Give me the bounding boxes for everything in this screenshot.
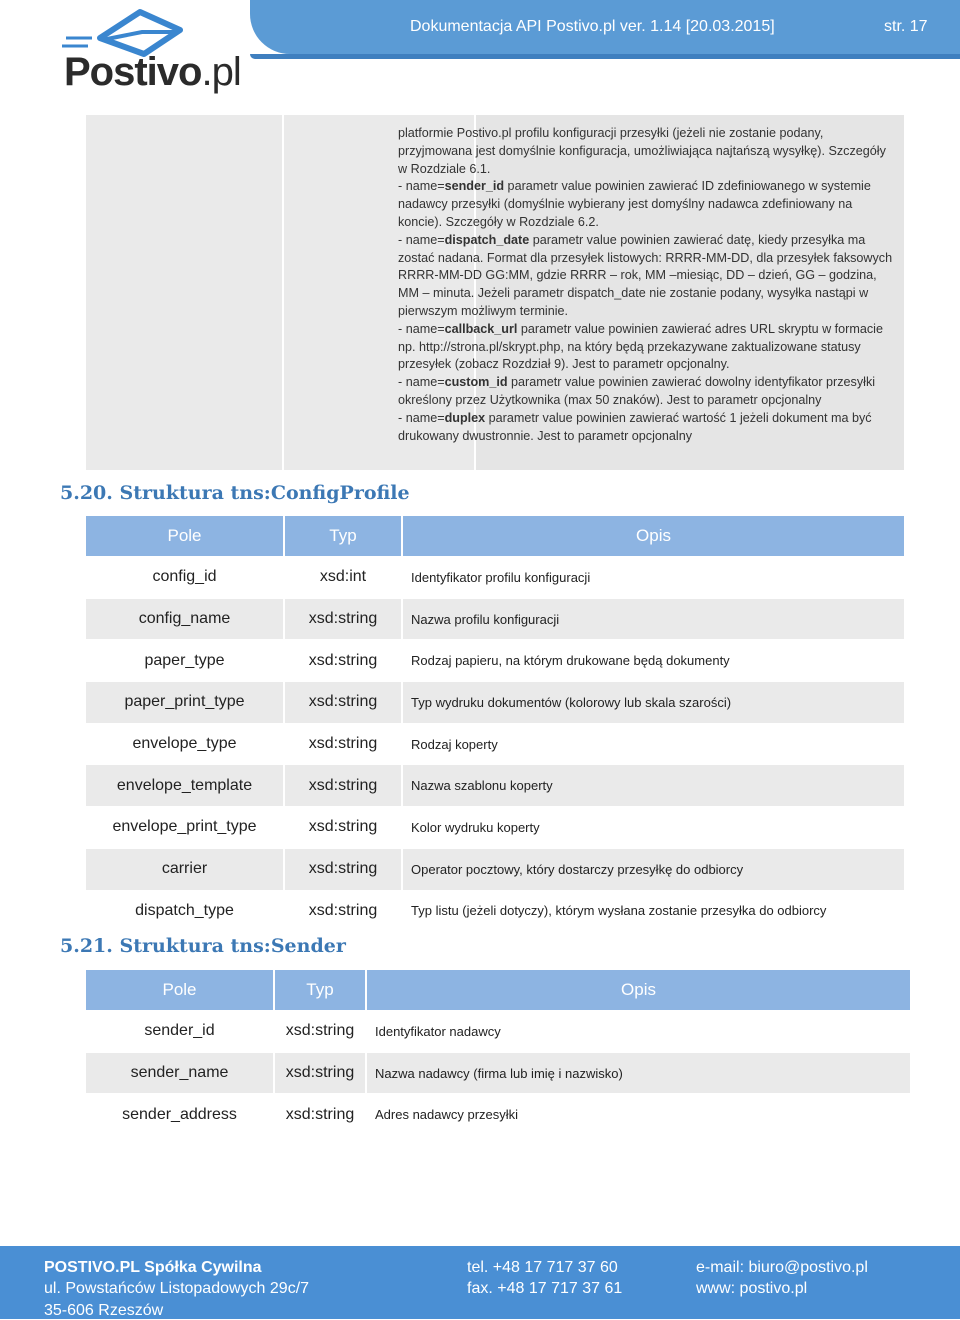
type-cell: xsd:string [284,723,402,765]
brand-suffix: .pl [201,50,241,94]
column-header-field: Pole [86,970,274,1011]
column-header-type: Typ [284,516,402,557]
field-cell: paper_type [86,640,284,682]
section-heading-sender: 5.21. Struktura tns:Sender [60,935,346,957]
description-line: - name=dispatch_date parametr value powinien zawierać datę, kiedy przesyłka ma zostać nadana. Format dla przesyłek listowych: RRRR-MM-DD, dla przesyłek faksowych RRRR-MM-DD GG:MM, gdzie RRRR – rok, MM –miesiąc, DD – dzień, GG – godzina, MM – minuta. Jeżeli parametr dispatch_date nie zostanie podany, wysyłka nastąpi w pierwszym możliwym terminie. [398,232,893,318]
description-cell: Kolor wydruku koperty [402,807,904,849]
description-line: - name=duplex parametr value powinien zawierać wartość 1 jeżeli dokument ma być drukowany dwustronnie. Jest to parametr opcjonalny [398,410,872,443]
footer-city: 35-606 Rzeszów [44,1302,164,1319]
table-row [86,807,904,849]
continued-field-cell [86,115,282,470]
footer-email: e-mail: biuro@postivo.pl [696,1259,868,1276]
table-row [86,1094,910,1135]
table-row [86,682,904,724]
configprofile-table [86,516,904,931]
description-cell: Operator pocztowy, który dostarczy przesyłkę do odbiorcy [402,848,904,890]
document-title: Dokumentacja API Postivo.pl ver. 1.14 [20.03.2015] [410,18,775,35]
field-cell: sender_address [86,1094,274,1135]
footer-company: POSTIVO.PL Spółka Cywilna [44,1259,262,1276]
type-cell: xsd:string [284,848,402,890]
type-cell: xsd:int [284,557,402,599]
description-line: - name=callback_url parametr value powinien zawierać adres URL skryptu w formacie np. http://strona.pl/skrypt.php, na który będą przekazywane zaktualizowane statusy przesyłek (zobacz Rozdział 9). Jest to parametr opcjonalny. [398,321,883,372]
footer-street: ul. Powstańców Listopadowych 29c/7 [44,1280,310,1297]
sender-table [86,970,910,1135]
footer-website: www: postivo.pl [696,1280,808,1297]
footer-phone: tel. +48 17 717 37 60 [467,1259,618,1276]
type-cell: xsd:string [284,890,402,931]
description-line: - name=custom_id parametr value powinien zawierać dowolny identyfikator przesyłki określony przez Użytkownika (max 50 znaków). Jest to parametr opcjonalny [398,375,876,407]
description-cell: Adres nadawcy przesyłki [366,1094,910,1135]
description-cell: Nazwa profilu konfiguracji [402,598,904,640]
column-header-type: Typ [274,970,366,1011]
description-cell: Nazwa szablonu koperty [402,765,904,807]
brand-logo [64,50,241,95]
field-cell: dispatch_type [86,890,284,931]
type-cell: xsd:string [284,807,402,849]
description-cell: Nazwa nadawcy (firma lub imię i nazwisko) [366,1052,910,1094]
footer-fax: fax. +48 17 717 37 61 [467,1280,623,1297]
table-row [86,640,904,682]
field-cell: envelope_template [86,765,284,807]
field-cell: envelope_type [86,723,284,765]
description-cell: Typ wydruku dokumentów (kolorowy lub skala szarości) [402,682,904,724]
table-row [86,890,904,931]
type-cell: xsd:string [274,1094,366,1135]
table-row [86,723,904,765]
type-cell: xsd:string [284,640,402,682]
table-row [86,1052,910,1094]
table-row [86,848,904,890]
description-cell: Identyfikator nadawcy [366,1011,910,1053]
brand-name: Postivo [64,50,202,94]
table-row [86,557,904,599]
field-cell: sender_id [86,1011,274,1053]
footer [0,1246,960,1319]
description-cell: Rodzaj papieru, na którym drukowane będą dokumenty [402,640,904,682]
column-header-description: Opis [366,970,910,1011]
description-cell: Rodzaj koperty [402,723,904,765]
type-cell: xsd:string [284,598,402,640]
field-cell: carrier [86,848,284,890]
type-cell: xsd:string [284,682,402,724]
field-cell: config_id [86,557,284,599]
field-cell: envelope_print_type [86,807,284,849]
column-header-field: Pole [86,516,284,557]
field-cell: sender_name [86,1052,274,1094]
type-cell: xsd:string [274,1052,366,1094]
description-line: platformie Postivo.pl profilu konfiguracji przesyłki (jeżeli nie zostanie podany, przyjmowana jest domyślnie konfiguracja, umożliwiająca najtańszą wysyłkę). Szczegóły w Rozdziale 6.1. [398,126,886,176]
field-cell: config_name [86,598,284,640]
field-cell: paper_print_type [86,682,284,724]
table-row [86,598,904,640]
description-cell: Identyfikator profilu konfiguracji [402,557,904,599]
type-cell: xsd:string [284,765,402,807]
description-cell: Typ listu (jeżeli dotyczy), którym wysłana zostanie przesyłka do odbiorcy [402,890,904,931]
table-row [86,765,904,807]
column-header-description: Opis [402,516,904,557]
page-number: str. 17 [884,18,928,35]
description-line: - name=sender_id parametr value powinien zawierać ID zdefiniowanego w systemie nadawcy przesyłki (domyślnie wybierany jest domyślny nadawca zdefiniowany na koncie). Szczegóły w Rozdziale 6.2. [398,179,871,229]
table-row [86,1011,910,1053]
continued-description [398,125,898,445]
type-cell: xsd:string [274,1011,366,1053]
section-heading-configprofile: 5.20. Struktura tns:ConfigProfile [60,482,410,504]
